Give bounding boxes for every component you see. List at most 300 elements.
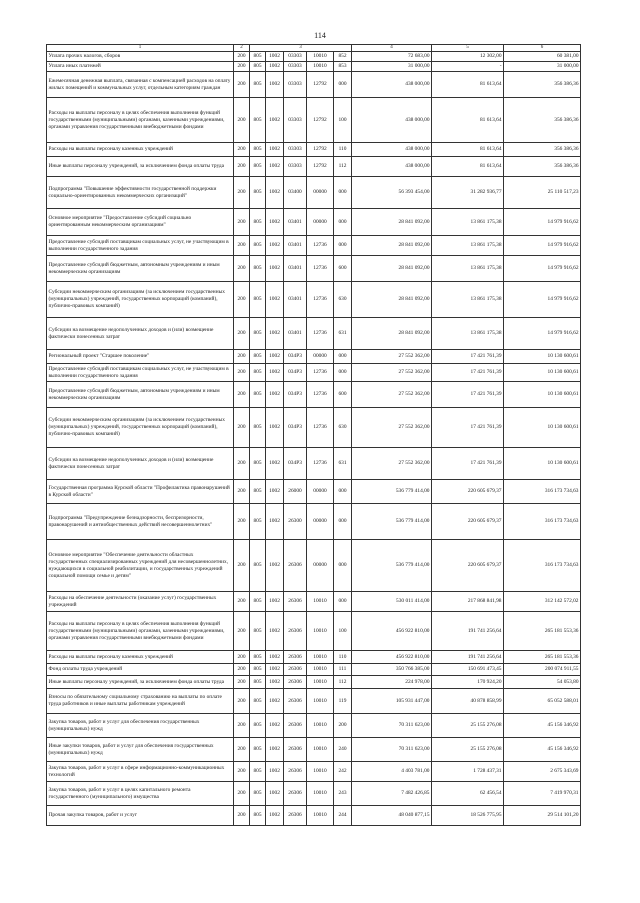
code-dept: 805 (250, 318, 266, 350)
row-name: Фонд оплаты труда учреждений (47, 664, 234, 676)
code-section: 1002 (266, 256, 284, 282)
code-expense-type: 600 (334, 256, 352, 282)
value-plan: 536 779 414,00 (352, 480, 432, 504)
table-row (47, 448, 581, 480)
value-executed: 17 421 761,39 (432, 448, 504, 480)
value-remaining: 265 181 553,36 (504, 651, 581, 664)
table-row (47, 236, 581, 256)
value-plan: 27 552 362,00 (352, 408, 432, 448)
code-direction: 12792 (307, 157, 334, 177)
code-dept: 805 (250, 689, 266, 714)
value-remaining: 265 181 553,36 (504, 612, 581, 651)
code-program: 26306 (284, 714, 307, 738)
code-expense-type: 100 (334, 612, 352, 651)
code-expense-type: 000 (334, 72, 352, 98)
value-plan: 27 552 362,00 (352, 350, 432, 364)
value-plan: 4 403 781,00 (352, 762, 432, 782)
code-dept: 805 (250, 364, 266, 382)
table-row (47, 282, 581, 318)
code-admin: 200 (234, 364, 250, 382)
code-direction: 12736 (307, 318, 334, 350)
row-name: Субсидии некоммерческим организациям (за исключением государственных (муниципальных) учреждений, государственных корпораций (компаний), публично-правовых компаний) (47, 408, 234, 448)
code-expense-type: 110 (334, 651, 352, 664)
code-section: 1002 (266, 540, 284, 592)
code-direction: 00000 (307, 350, 334, 364)
code-section: 1002 (266, 143, 284, 157)
code-dept: 805 (250, 612, 266, 651)
code-program: 26306 (284, 664, 307, 676)
code-admin: 200 (234, 676, 250, 689)
code-program: 034P3 (284, 382, 307, 408)
code-dept: 805 (250, 236, 266, 256)
value-executed: 13 861 175,38 (432, 209, 504, 236)
code-expense-type: 000 (334, 504, 352, 540)
code-dept: 805 (250, 806, 266, 826)
row-name: Региональный проект "Старшее поколение" (47, 350, 234, 364)
code-direction: 10010 (307, 592, 334, 612)
table-row (47, 209, 581, 236)
code-admin: 200 (234, 504, 250, 540)
code-program: 034P3 (284, 408, 307, 448)
value-remaining: 14 979 916,62 (504, 236, 581, 256)
row-name: Уплата прочих налогов, сборов (47, 52, 234, 62)
header-cell-4: 4 (352, 45, 432, 52)
value-remaining: 200 074 911,55 (504, 664, 581, 676)
code-direction: 12736 (307, 382, 334, 408)
value-remaining: 25 110 517,23 (504, 177, 581, 209)
code-section: 1002 (266, 689, 284, 714)
row-name: Иные выплаты персоналу учреждений, за исключением фонда оплаты труда (47, 676, 234, 689)
row-name: Закупка товаров, работ и услуг в сфере информационно-коммуникационных технологий (47, 762, 234, 782)
code-dept: 805 (250, 157, 266, 177)
value-remaining: 316 173 734,63 (504, 504, 581, 540)
code-section: 1002 (266, 782, 284, 806)
code-section: 1002 (266, 157, 284, 177)
code-dept: 805 (250, 738, 266, 762)
code-expense-type: 630 (334, 408, 352, 448)
value-executed: 18 526 775,95 (432, 806, 504, 826)
table-row (47, 664, 581, 676)
code-expense-type: 000 (334, 540, 352, 592)
code-program: 26306 (284, 782, 307, 806)
row-name: Основное мероприятие "Обеспечение деятельности областных государственных специализированных учреждений для несовершеннолетних, нуждающихся в социальной реабилитации, и государственных учреждений социальной помощи семье и детям" (47, 540, 234, 592)
table-row (47, 480, 581, 504)
code-expense-type: 200 (334, 714, 352, 738)
code-admin: 200 (234, 282, 250, 318)
code-dept: 805 (250, 143, 266, 157)
code-direction: 10010 (307, 762, 334, 782)
value-executed: 25 155 276,08 (432, 738, 504, 762)
code-admin: 200 (234, 689, 250, 714)
value-executed: 13 861 175,38 (432, 256, 504, 282)
value-remaining: 356 386,36 (504, 157, 581, 177)
value-remaining: 29 514 101,20 (504, 806, 581, 826)
code-section: 1002 (266, 62, 284, 72)
code-dept: 805 (250, 177, 266, 209)
value-plan: 28 841 092,00 (352, 282, 432, 318)
code-section: 1002 (266, 236, 284, 256)
code-expense-type: 000 (334, 177, 352, 209)
code-dept: 805 (250, 209, 266, 236)
code-expense-type: 000 (334, 209, 352, 236)
value-plan: 28 841 092,00 (352, 209, 432, 236)
table-row (47, 256, 581, 282)
value-plan: 438 000,00 (352, 98, 432, 143)
code-expense-type: 110 (334, 143, 352, 157)
code-direction: 12792 (307, 143, 334, 157)
code-expense-type: 112 (334, 676, 352, 689)
code-program: 03303 (284, 72, 307, 98)
table-row (47, 689, 581, 714)
code-section: 1002 (266, 209, 284, 236)
code-admin: 200 (234, 592, 250, 612)
value-executed: 12 302,00 (432, 52, 504, 62)
row-name: Основное мероприятие "Предоставление субсидий социально ориентированным некоммерческим организациям" (47, 209, 234, 236)
row-name: Предоставление субсидий бюджетным, автономным учреждениям и иным некоммерческим организациям (47, 382, 234, 408)
code-direction: 12736 (307, 364, 334, 382)
value-plan: 105 931 447,00 (352, 689, 432, 714)
code-direction: 10010 (307, 806, 334, 826)
value-executed: 17 421 761,39 (432, 408, 504, 448)
code-expense-type: 631 (334, 448, 352, 480)
value-plan: 70 311 623,00 (352, 738, 432, 762)
code-direction: 12736 (307, 448, 334, 480)
row-name: Государственная программа Курской области "Профилактика правонарушений в Курской области" (47, 480, 234, 504)
code-section: 1002 (266, 714, 284, 738)
code-program: 26306 (284, 612, 307, 651)
code-program: 26306 (284, 540, 307, 592)
table-row (47, 738, 581, 762)
code-direction: 10010 (307, 689, 334, 714)
code-dept: 805 (250, 714, 266, 738)
code-expense-type: 631 (334, 318, 352, 350)
value-executed: 40 878 858,99 (432, 689, 504, 714)
value-executed: 17 421 761,39 (432, 382, 504, 408)
code-program: 034P3 (284, 448, 307, 480)
table-row (47, 806, 581, 826)
code-program: 03401 (284, 209, 307, 236)
code-program: 26300 (284, 504, 307, 540)
code-program: 03303 (284, 143, 307, 157)
page-number: 114 (314, 31, 326, 40)
code-program: 26306 (284, 592, 307, 612)
value-remaining: 356 386,36 (504, 72, 581, 98)
code-expense-type: 600 (334, 382, 352, 408)
code-admin: 200 (234, 209, 250, 236)
table-row (47, 504, 581, 540)
code-dept: 805 (250, 448, 266, 480)
code-section: 1002 (266, 738, 284, 762)
value-executed: 13 861 175,38 (432, 236, 504, 256)
code-program: 26306 (284, 762, 307, 782)
table-row (47, 782, 581, 806)
code-dept: 805 (250, 72, 266, 98)
code-dept: 805 (250, 480, 266, 504)
code-admin: 200 (234, 664, 250, 676)
value-remaining: 10 130 600,61 (504, 350, 581, 364)
code-admin: 200 (234, 738, 250, 762)
code-admin: 200 (234, 480, 250, 504)
value-remaining: 356 386,36 (504, 98, 581, 143)
value-remaining: 14 979 916,62 (504, 256, 581, 282)
code-section: 1002 (266, 762, 284, 782)
code-direction: 10010 (307, 651, 334, 664)
value-executed: 191 741 256,64 (432, 612, 504, 651)
row-name: Ежемесячная денежная выплата, связанная с компенсацией расходов на оплату жилых помещений и коммунальных услуг, отдельным категориям граждан (47, 72, 234, 98)
header-cell-6: 6 (504, 45, 581, 52)
value-executed: 220 605 679,37 (432, 504, 504, 540)
table-row (47, 540, 581, 592)
row-name: Предоставление субсидий поставщикам социальных услуг, не участвующим в выполнении государственного задания (47, 364, 234, 382)
code-admin: 200 (234, 651, 250, 664)
code-direction: 10010 (307, 52, 334, 62)
code-dept: 805 (250, 350, 266, 364)
code-direction: 12736 (307, 256, 334, 282)
value-plan: 28 841 092,00 (352, 256, 432, 282)
code-program: 03303 (284, 98, 307, 143)
value-plan: 224 978,00 (352, 676, 432, 689)
code-expense-type: 242 (334, 762, 352, 782)
code-expense-type: 000 (334, 350, 352, 364)
table-row (47, 714, 581, 738)
value-remaining: 7 419 970,31 (504, 782, 581, 806)
code-dept: 805 (250, 592, 266, 612)
row-name: Уплата иных платежей (47, 62, 234, 72)
code-program: 034P3 (284, 364, 307, 382)
code-dept: 805 (250, 664, 266, 676)
code-direction: 00000 (307, 177, 334, 209)
table-row (47, 364, 581, 382)
value-remaining: 14 979 916,62 (504, 318, 581, 350)
header-row (47, 45, 581, 52)
code-expense-type: 852 (334, 52, 352, 62)
value-plan: 456 922 810,00 (352, 612, 432, 651)
row-name: Расходы на выплаты персоналу казенных учреждений (47, 651, 234, 664)
table-row (47, 143, 581, 157)
code-expense-type: 240 (334, 738, 352, 762)
table-row (47, 98, 581, 143)
header-cell-1: 1 (47, 45, 234, 52)
row-name: Расходы на выплаты персоналу в целях обеспечения выполнения функций государственными (муниципальными) органами, казенными учреждениями, органами управления государственными внебюджетными фондами (47, 612, 234, 651)
code-direction: 00000 (307, 504, 334, 540)
code-section: 1002 (266, 350, 284, 364)
code-dept: 805 (250, 98, 266, 143)
value-remaining: 14 979 916,62 (504, 209, 581, 236)
code-program: 03303 (284, 157, 307, 177)
header-cell-2: 2 (234, 45, 250, 52)
value-plan: 27 552 362,00 (352, 448, 432, 480)
value-executed: 17 421 761,39 (432, 364, 504, 382)
table-row (47, 157, 581, 177)
value-executed: 13 861 175,38 (432, 318, 504, 350)
value-executed: 217 868 841,98 (432, 592, 504, 612)
code-section: 1002 (266, 52, 284, 62)
code-program: 26000 (284, 480, 307, 504)
code-dept: 805 (250, 651, 266, 664)
code-expense-type: 100 (334, 98, 352, 143)
table-row (47, 62, 581, 72)
value-executed: 81 613,64 (432, 72, 504, 98)
code-direction: 00000 (307, 540, 334, 592)
code-expense-type: 244 (334, 806, 352, 826)
code-program: 26306 (284, 738, 307, 762)
code-dept: 805 (250, 540, 266, 592)
code-dept: 805 (250, 782, 266, 806)
value-plan: 438 000,00 (352, 72, 432, 98)
value-remaining: 10 130 600,61 (504, 408, 581, 448)
value-remaining: 312 142 572,02 (504, 592, 581, 612)
value-executed: - (432, 62, 504, 72)
code-expense-type: 111 (334, 664, 352, 676)
table-row (47, 651, 581, 664)
code-direction: 00000 (307, 480, 334, 504)
code-program: 03303 (284, 62, 307, 72)
code-direction: 10010 (307, 62, 334, 72)
code-program: 034P3 (284, 350, 307, 364)
value-executed: 191 741 256,64 (432, 651, 504, 664)
code-admin: 200 (234, 143, 250, 157)
table-row (47, 177, 581, 209)
value-executed: 25 155 276,08 (432, 714, 504, 738)
code-dept: 805 (250, 504, 266, 540)
code-direction: 12792 (307, 98, 334, 143)
code-direction: 00000 (307, 209, 334, 236)
value-executed: 220 605 679,37 (432, 480, 504, 504)
code-section: 1002 (266, 382, 284, 408)
code-section: 1002 (266, 364, 284, 382)
code-section: 1002 (266, 651, 284, 664)
value-remaining: 356 386,36 (504, 143, 581, 157)
code-expense-type: 000 (334, 236, 352, 256)
code-dept: 805 (250, 408, 266, 448)
code-section: 1002 (266, 612, 284, 651)
code-admin: 200 (234, 177, 250, 209)
value-plan: 536 779 414,00 (352, 540, 432, 592)
code-dept: 805 (250, 282, 266, 318)
code-expense-type: 630 (334, 282, 352, 318)
value-remaining: 316 173 734,63 (504, 540, 581, 592)
value-remaining: 54 053,80 (504, 676, 581, 689)
code-dept: 805 (250, 676, 266, 689)
value-remaining: 60 381,00 (504, 52, 581, 62)
code-program: 03303 (284, 52, 307, 62)
budget-table (46, 44, 581, 826)
row-name: Субсидии на возмещение недополученных доходов и (или) возмещение фактически понесенных затрат (47, 318, 234, 350)
code-admin: 200 (234, 714, 250, 738)
row-name: Расходы на выплаты персоналу казенных учреждений (47, 143, 234, 157)
code-dept: 805 (250, 382, 266, 408)
code-program: 26306 (284, 676, 307, 689)
code-expense-type: 000 (334, 592, 352, 612)
code-section: 1002 (266, 664, 284, 676)
code-admin: 200 (234, 98, 250, 143)
code-expense-type: 112 (334, 157, 352, 177)
code-admin: 200 (234, 256, 250, 282)
value-executed: 62 456,54 (432, 782, 504, 806)
code-admin: 200 (234, 157, 250, 177)
code-direction: 10010 (307, 714, 334, 738)
value-executed: 31 282 936,77 (432, 177, 504, 209)
value-plan: 31 000,00 (352, 62, 432, 72)
value-executed: 170 924,20 (432, 676, 504, 689)
code-direction: 12792 (307, 72, 334, 98)
code-admin: 200 (234, 612, 250, 651)
code-program: 26306 (284, 651, 307, 664)
code-direction: 10010 (307, 612, 334, 651)
code-admin: 200 (234, 782, 250, 806)
code-section: 1002 (266, 448, 284, 480)
code-direction: 10010 (307, 676, 334, 689)
row-name: Закупка товаров, работ и услуг в целях капитального ремонта государственного (муниципального) имущества (47, 782, 234, 806)
code-admin: 200 (234, 236, 250, 256)
value-executed: 1 728 437,31 (432, 762, 504, 782)
row-name: Субсидии на возмещение недополученных доходов и (или) возмещение фактически понесенных затрат (47, 448, 234, 480)
code-program: 26306 (284, 689, 307, 714)
value-plan: 28 841 092,00 (352, 236, 432, 256)
code-section: 1002 (266, 408, 284, 448)
row-name: Прочая закупка товаров, работ и услуг (47, 806, 234, 826)
code-section: 1002 (266, 806, 284, 826)
row-name: Иные выплаты персоналу учреждений, за исключением фонда оплаты труда (47, 157, 234, 177)
value-remaining: 2 675 343,69 (504, 762, 581, 782)
code-direction: 12736 (307, 236, 334, 256)
value-plan: 72 683,00 (352, 52, 432, 62)
code-admin: 200 (234, 448, 250, 480)
row-name: Расходы на обеспечение деятельности (оказание услуг) государственных учреждений (47, 592, 234, 612)
code-expense-type: 000 (334, 364, 352, 382)
table-row (47, 408, 581, 448)
row-name: Взносы по обязательному социальному страхованию на выплаты по оплате труда работников и иные выплаты работникам учреждений (47, 689, 234, 714)
row-name: Предоставление субсидий поставщикам социальных услуг, не участвующим в выполнении государственного задания (47, 236, 234, 256)
value-plan: 27 552 362,00 (352, 364, 432, 382)
row-name: Субсидии некоммерческим организациям (за исключением государственных (муниципальных) учреждений, государственных корпораций (компаний), публично-правовых компаний) (47, 282, 234, 318)
code-direction: 12736 (307, 282, 334, 318)
value-plan: 28 841 092,00 (352, 318, 432, 350)
value-executed: 150 691 473,45 (432, 664, 504, 676)
value-remaining: 65 052 588,01 (504, 689, 581, 714)
code-dept: 805 (250, 762, 266, 782)
value-executed: 17 421 761,39 (432, 350, 504, 364)
value-remaining: 10 130 600,61 (504, 364, 581, 382)
code-admin: 200 (234, 72, 250, 98)
value-executed: 81 613,64 (432, 143, 504, 157)
code-section: 1002 (266, 282, 284, 318)
table-row (47, 72, 581, 98)
value-plan: 350 766 385,00 (352, 664, 432, 676)
code-section: 1002 (266, 98, 284, 143)
table-row (47, 612, 581, 651)
value-remaining: 45 156 346,92 (504, 738, 581, 762)
code-program: 26306 (284, 806, 307, 826)
code-direction: 10010 (307, 664, 334, 676)
value-plan: 48 040 877,15 (352, 806, 432, 826)
code-admin: 200 (234, 350, 250, 364)
value-executed: 81 613,64 (432, 98, 504, 143)
value-plan: 56 393 454,00 (352, 177, 432, 209)
table-row (47, 762, 581, 782)
code-section: 1002 (266, 592, 284, 612)
code-program: 03401 (284, 236, 307, 256)
code-expense-type: 243 (334, 782, 352, 806)
code-admin: 200 (234, 762, 250, 782)
code-admin: 200 (234, 62, 250, 72)
value-remaining: 10 130 600,61 (504, 448, 581, 480)
code-program: 03400 (284, 177, 307, 209)
table-row (47, 318, 581, 350)
row-name: Закупка товаров, работ и услуг для обеспечения государственных (муниципальных) нужд (47, 714, 234, 738)
code-admin: 200 (234, 382, 250, 408)
code-admin: 200 (234, 540, 250, 592)
